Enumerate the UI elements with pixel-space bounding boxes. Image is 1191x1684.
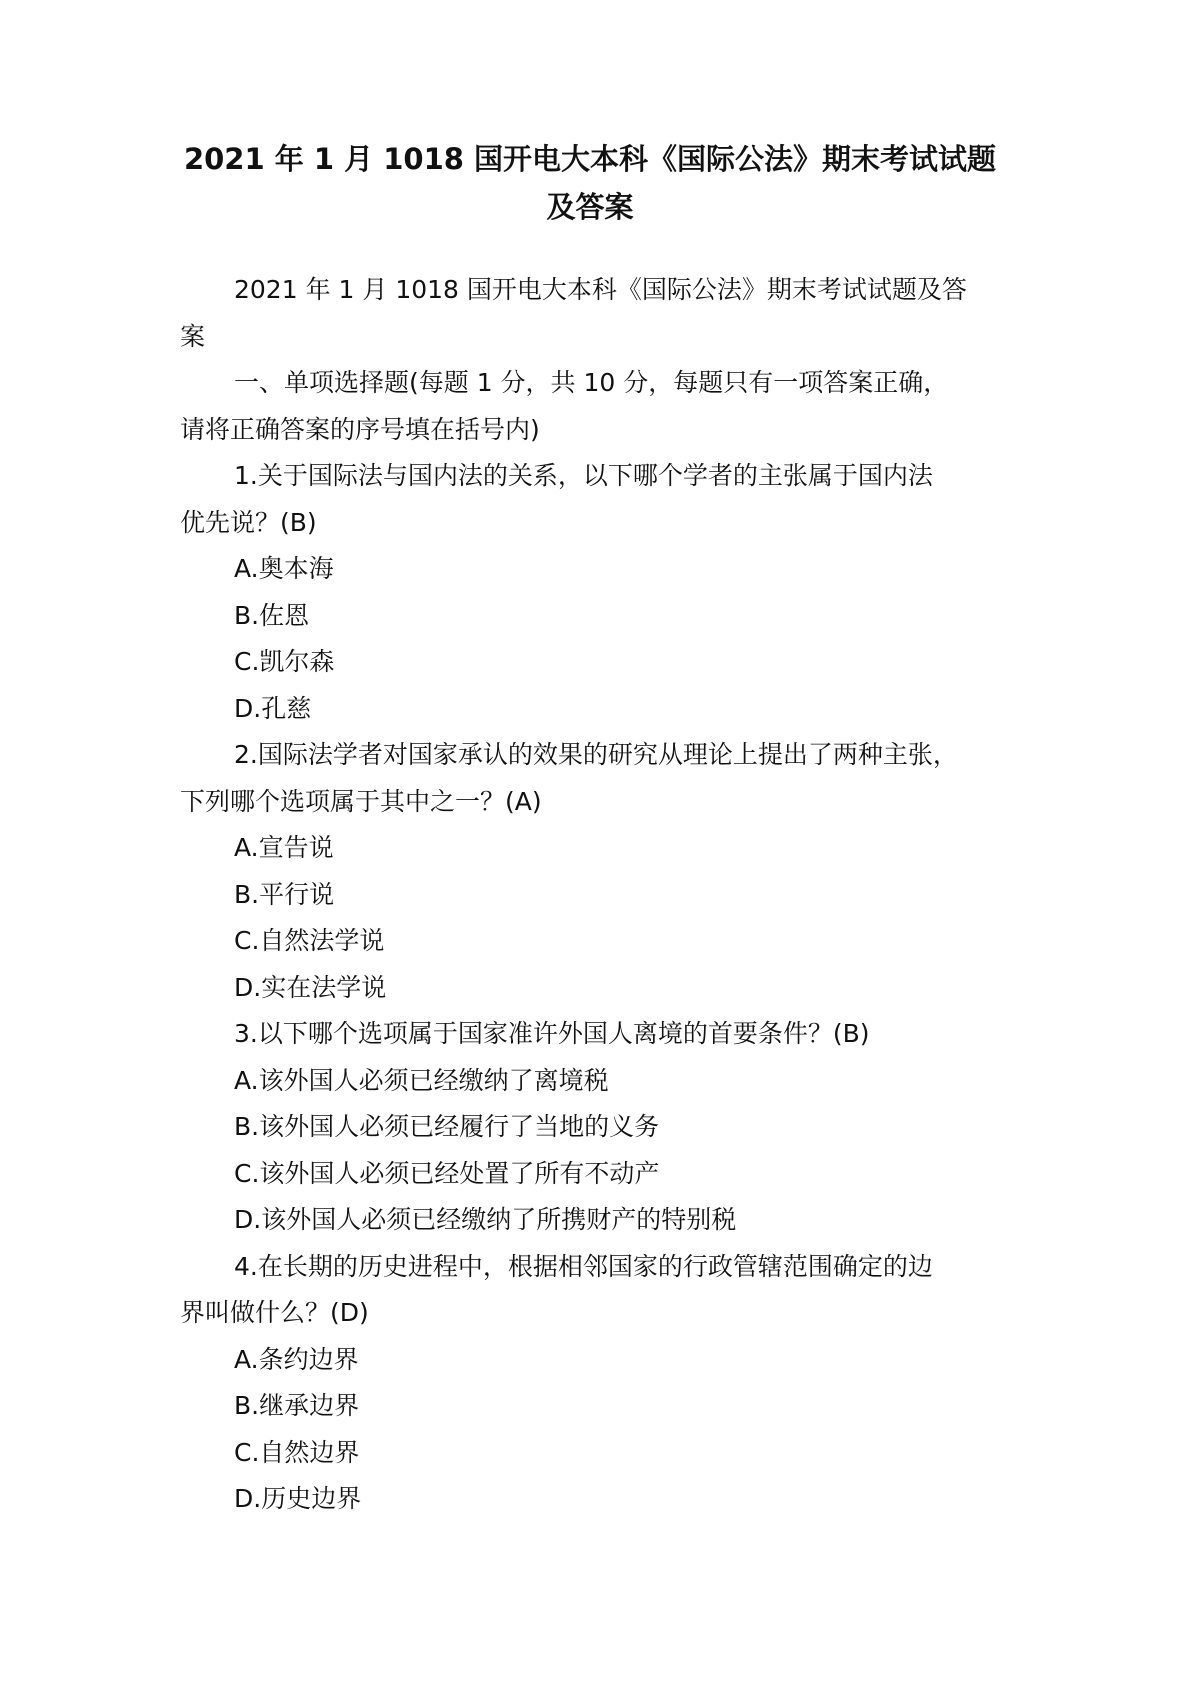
body-line: C.自然法学说	[234, 926, 385, 955]
body-line: A.条约边界	[234, 1344, 359, 1374]
document-body	[180, 267, 1020, 1523]
body-line: 4.在长期的历史进程中，根据相邻国家的行政管辖范围确定的边	[234, 1251, 933, 1281]
body-line: 3.以下哪个选项属于国家准许外国人离境的首要条件？(B)	[234, 1019, 870, 1048]
document-title	[180, 135, 1000, 231]
body-line: 界叫做什么？(D)	[180, 1298, 369, 1327]
body-line: A.宣告说	[234, 833, 334, 862]
title-line-2: 及答案	[546, 190, 634, 224]
body-line: 2.国际法学者对国家承认的效果的研究从理论上提出了两种主张，	[234, 740, 958, 769]
body-line: B.该外国人必须已经履行了当地的义务	[234, 1112, 660, 1141]
body-line: D.该外国人必须已经缴纳了所携财产的特别税	[234, 1205, 737, 1234]
body-line: A.该外国人必须已经缴纳了离境税	[234, 1065, 609, 1095]
body-line: B.平行说	[234, 879, 335, 909]
body-line: C.凯尔森	[234, 647, 335, 676]
body-line: 案	[180, 321, 206, 351]
body-line: D.孔慈	[234, 693, 312, 723]
body-line: D.实在法学说	[234, 972, 387, 1002]
body-line: 优先说？(B)	[180, 507, 317, 537]
body-line: 一、单项选择题(每题 1 分，共 10 分，每题只有一项答案正确，	[234, 368, 949, 397]
body-line: D.历史边界	[234, 1484, 362, 1513]
body-line: 2021 年 1 月 1018 国开电大本科《国际公法》期末考试试题及答	[234, 275, 967, 304]
body-line: C.自然边界	[234, 1437, 360, 1467]
body-line: C.该外国人必须已经处置了所有不动产	[234, 1158, 660, 1188]
body-line: A.奥本海	[234, 554, 334, 583]
body-line: B.继承边界	[234, 1391, 360, 1420]
title-line-1: 2021 年 1 月 1018 国开电大本科《国际公法》期末考试试题	[183, 142, 997, 176]
body-line: B.佐恩	[234, 600, 310, 630]
body-line: 请将正确答案的序号填在括号内)	[180, 414, 540, 444]
body-line: 1.关于国际法与国内法的关系，以下哪个学者的主张属于国内法	[234, 461, 933, 490]
body-line: 下列哪个选项属于其中之一？(A)	[180, 786, 542, 816]
